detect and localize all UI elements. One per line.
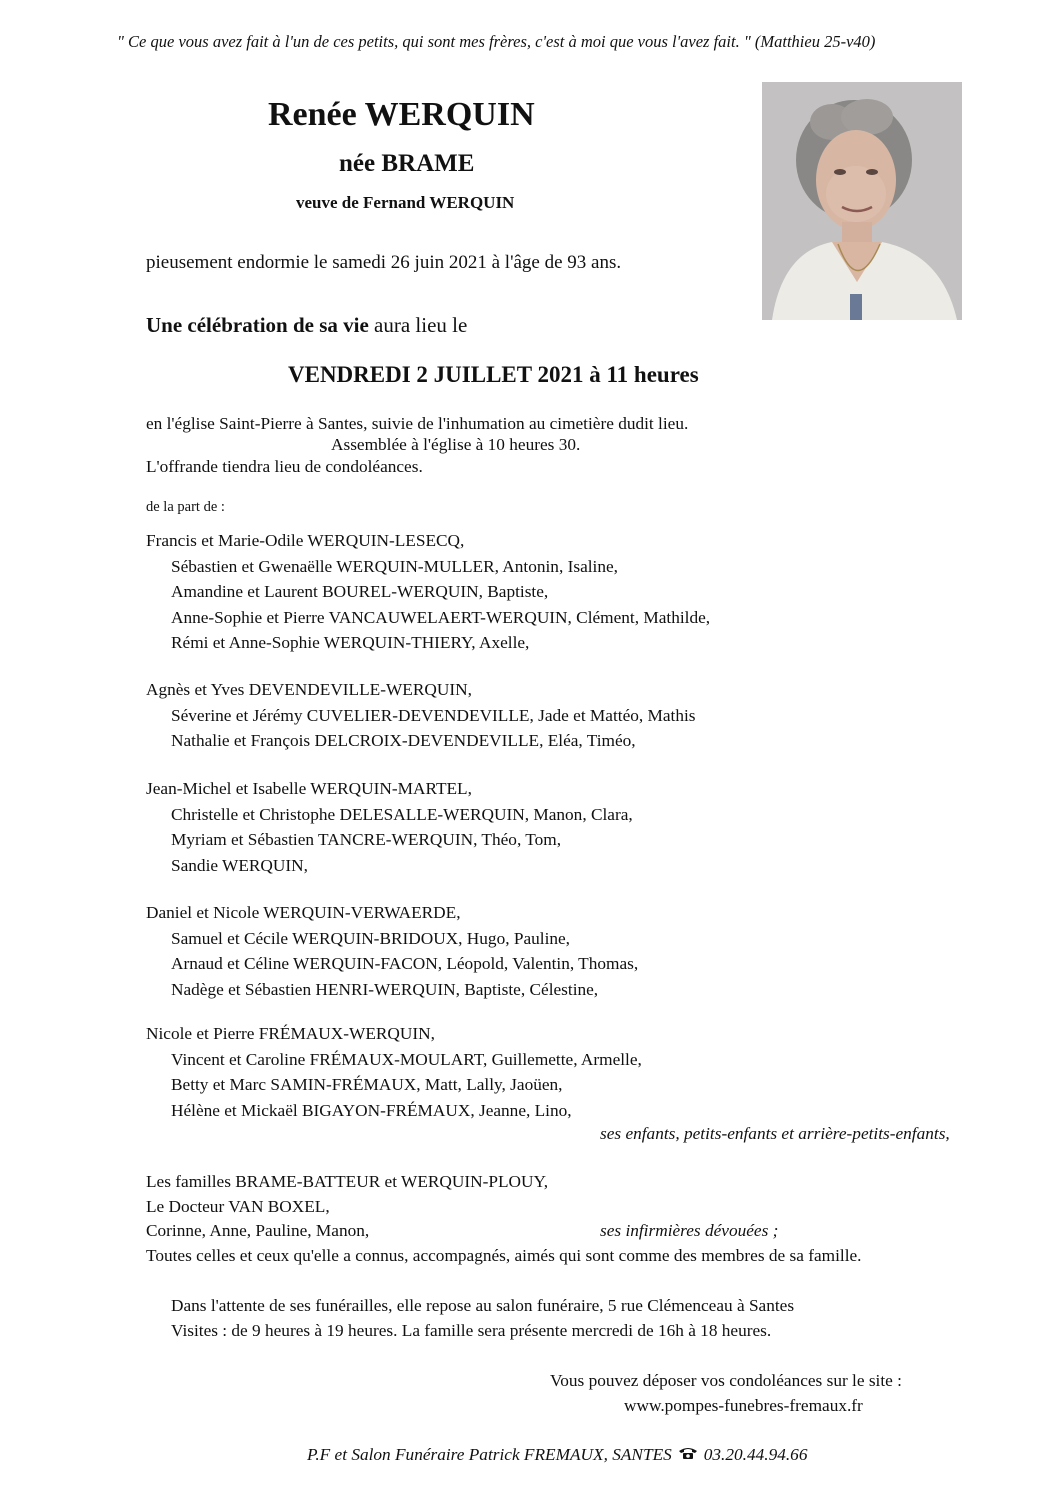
family-member: Betty et Marc SAMIN-FRÉMAUX, Matt, Lally, Jaoüen, bbox=[171, 1075, 563, 1094]
ceremony-location: en l'église Saint-Pierre à Santes, suivie de l'inhumation au cimetière dudit lieu. bbox=[146, 414, 689, 433]
maiden-name: née BRAME bbox=[339, 150, 475, 177]
portrait-illustration bbox=[762, 82, 962, 320]
condolences-text: Vous pouvez déposer vos condoléances sur le site : bbox=[550, 1371, 902, 1390]
family-head: Francis et Marie-Odile WERQUIN-LESECQ, bbox=[146, 531, 465, 550]
portrait-photo bbox=[762, 82, 962, 320]
footer bbox=[307, 1445, 807, 1465]
family-member: Vincent et Caroline FRÉMAUX-MOULART, Guillemette, Armelle, bbox=[171, 1049, 642, 1069]
family-head: Agnès et Yves DEVENDEVILLE-WERQUIN, bbox=[146, 680, 472, 699]
family-member: Séverine et Jérémy CUVELIER-DEVENDEVILLE, Jade et Mattéo, Mathis bbox=[171, 705, 696, 725]
other-families: Les familles BRAME-BATTEUR et WERQUIN-PLOUY, bbox=[146, 1172, 549, 1191]
family-member: Samuel et Cécile WERQUIN-BRIDOUX, Hugo, Pauline, bbox=[171, 928, 571, 948]
celebration-intro-bold: Une célébration de sa vie bbox=[146, 313, 369, 337]
celebration-intro bbox=[146, 313, 467, 338]
family-member: Anne-Sophie et Pierre VANCAUWELAERT-WERQUIN, Clément, Mathilde, bbox=[171, 607, 711, 627]
bible-quote: " Ce que vous avez fait à l'un de ces petits, qui sont mes frères, c'est à moi que vous l'avez fait. " (Matthieu 25-v40) bbox=[117, 32, 876, 51]
family-group bbox=[146, 1021, 642, 1123]
family-member: Christelle et Christophe DELESALLE-WERQUIN, Manon, Clara, bbox=[171, 804, 633, 824]
visitation-location: Dans l'attente de ses funérailles, elle repose au salon funéraire, 5 rue Clémenceau à Santes bbox=[171, 1296, 795, 1315]
family-member: Myriam et Sébastien TANCRE-WERQUIN, Théo, Tom, bbox=[171, 830, 562, 849]
family-member: Hélène et Mickaël BIGAYON-FRÉMAUX, Jeanne, Lino, bbox=[171, 1100, 572, 1120]
family-member: Rémi et Anne-Sophie WERQUIN-THIERY, Axelle, bbox=[171, 633, 530, 652]
family-member: Nathalie et François DELCROIX-DEVENDEVILLE, Eléa, Timéo, bbox=[171, 731, 636, 750]
footer-company: P.F et Salon Funéraire Patrick FREMAUX, SANTES bbox=[307, 1445, 672, 1464]
family-member: Sandie WERQUIN, bbox=[171, 855, 308, 875]
assembly-time: Assemblée à l'église à 10 heures 30. bbox=[331, 435, 581, 454]
family-member: Amandine et Laurent BOUREL-WERQUIN, Baptiste, bbox=[171, 582, 549, 601]
children-caption: ses enfants, petits-enfants et arrière-petits-enfants, bbox=[600, 1124, 950, 1143]
offering-note: L'offrande tiendra lieu de condoléances. bbox=[146, 457, 423, 476]
family-group bbox=[146, 677, 696, 754]
family-member: Nadège et Sébastien HENRI-WERQUIN, Baptiste, Célestine, bbox=[171, 979, 599, 999]
family-group bbox=[146, 776, 633, 878]
family-group bbox=[146, 900, 638, 1002]
ceremony-date: VENDREDI 2 JUILLET 2021 à 11 heures bbox=[288, 362, 699, 387]
widow-of: veuve de Fernand WERQUIN bbox=[296, 193, 515, 212]
family-head: Nicole et Pierre FRÉMAUX-WERQUIN, bbox=[146, 1024, 435, 1043]
family-member: Sébastien et Gwenaëlle WERQUIN-MULLER, Antonin, Isaline, bbox=[171, 556, 618, 576]
family-group bbox=[146, 528, 710, 656]
condolences-website[interactable]: www.pompes-funebres-fremaux.fr bbox=[624, 1396, 863, 1415]
nurses-caption: ses infirmières dévouées ; bbox=[600, 1221, 779, 1240]
friends-line: Toutes celles et ceux qu'elle a connus, accompagnés, aimés qui sont comme des membres de sa famille. bbox=[146, 1246, 862, 1265]
family-head: Daniel et Nicole WERQUIN-VERWAERDE, bbox=[146, 903, 461, 922]
visitation-hours: Visites : de 9 heures à 19 heures. La famille sera présente mercredi de 16h à 18 heures. bbox=[171, 1321, 772, 1340]
celebration-intro-rest: aura lieu le bbox=[368, 313, 468, 337]
deceased-name: Renée WERQUIN bbox=[268, 96, 535, 133]
doctor: Le Docteur VAN BOXEL, bbox=[146, 1197, 330, 1216]
nurses-names: Corinne, Anne, Pauline, Manon, bbox=[146, 1221, 370, 1240]
family-member: Arnaud et Céline WERQUIN-FACON, Léopold, Valentin, Thomas, bbox=[171, 954, 639, 973]
footer-phone: 03.20.44.94.66 bbox=[703, 1445, 808, 1464]
telephone-icon bbox=[678, 1445, 698, 1465]
death-notice: pieusement endormie le samedi 26 juin 2021 à l'âge de 93 ans. bbox=[146, 252, 622, 273]
family-head: Jean-Michel et Isabelle WERQUIN-MARTEL, bbox=[146, 779, 472, 798]
from-label: de la part de : bbox=[146, 499, 225, 515]
